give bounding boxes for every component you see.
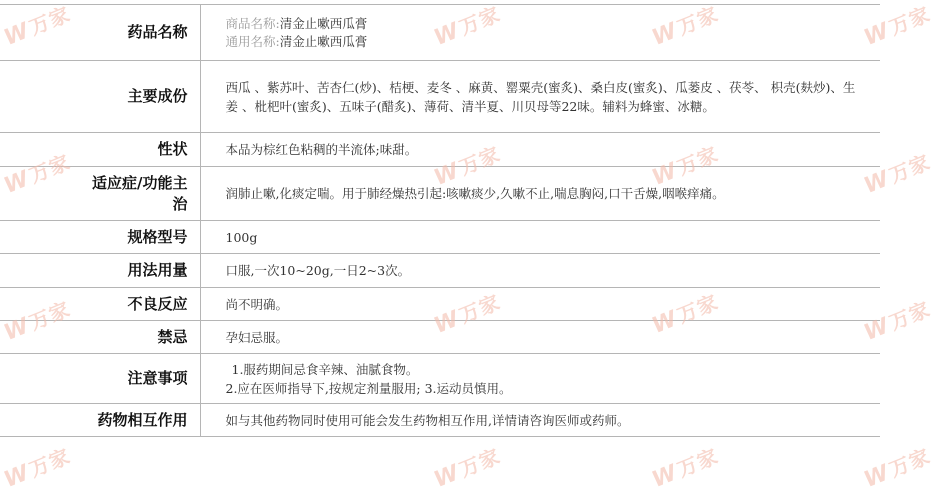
row-label: 药物相互作用 — [0, 404, 200, 437]
watermark: W万家 — [430, 141, 504, 191]
watermark: W万家 — [648, 443, 722, 493]
row-label-indications — [0, 167, 200, 221]
row-label: 不良反应 — [0, 288, 200, 321]
watermark: W万家 — [648, 1, 722, 51]
watermark: W万家 — [860, 1, 934, 51]
watermark: W万家 — [430, 289, 504, 339]
watermark: W万家 — [860, 149, 934, 199]
table-row — [0, 133, 880, 167]
contraindications-value: 孕妇忌服。 — [200, 321, 880, 354]
trade-name-line — [226, 15, 861, 33]
trade-name: 清金止嗽西瓜膏 — [279, 15, 368, 31]
table-row — [0, 5, 880, 61]
watermark: W万家 — [860, 296, 934, 346]
table-row — [0, 404, 880, 437]
trade-name-prefix: 商品名称: — [225, 15, 280, 31]
precautions-cell — [200, 354, 880, 404]
generic-name-line — [226, 33, 861, 51]
row-label: 注意事项 — [0, 354, 200, 404]
drug-name-cell — [200, 5, 880, 61]
table-row — [0, 354, 880, 404]
label-line: 适应症/功能主 — [92, 173, 188, 192]
row-label: 主要成份 — [0, 61, 200, 133]
watermark: W万家 — [648, 141, 722, 191]
watermark: W万家 — [0, 443, 74, 493]
table-row — [0, 288, 880, 321]
table-row — [0, 61, 880, 133]
precaution-line: 2.应在医师指导下,按规定剂量服用; 3.运动员慎用。 — [225, 380, 512, 396]
watermark: W万家 — [0, 1, 74, 51]
precaution-line: 1.服药期间忌食辛辣、油腻食物。 — [231, 361, 419, 377]
appearance-value: 本品为棕红色粘稠的半流体;味甜。 — [200, 133, 880, 167]
table-row — [0, 167, 880, 221]
dosage-value: 口服,一次10~20g,一日2~3次。 — [200, 254, 880, 288]
drug-spec-table — [0, 4, 880, 437]
interactions-value: 如与其他药物同时使用可能会发生药物相互作用,详情请咨询医师或药师。 — [200, 404, 880, 437]
row-label: 性状 — [0, 133, 200, 167]
watermark: W万家 — [860, 443, 934, 493]
watermark: W万家 — [648, 289, 722, 339]
generic-name: 清金止嗽西瓜膏 — [279, 33, 368, 49]
row-label: 禁忌 — [0, 321, 200, 354]
indications-value: 润肺止嗽,化痰定喘。用于肺经燥热引起:咳嗽痰少,久嗽不止,喘息胸闷,口干舌燥,咽喉痒痛。 — [200, 167, 880, 221]
generic-name-prefix: 通用名称: — [225, 33, 280, 49]
watermark: W万家 — [430, 1, 504, 51]
watermark: W万家 — [0, 149, 74, 199]
ingredients-value: 西瓜 、紫苏叶、苦杏仁(炒)、桔梗、麦冬 、麻黄、罂粟壳(蜜炙)、桑白皮(蜜炙)、瓜蒌皮 、茯苓、 枳壳(麸炒)、生姜 、枇杷叶(蜜炙)、五味子(醋炙)、薄荷、清半夏、川贝母等22味。辅料为蜂蜜、冰糖。 — [200, 61, 880, 133]
spec-value: 100g — [200, 221, 880, 254]
table-row — [0, 321, 880, 354]
table-row — [0, 254, 880, 288]
table-row — [0, 221, 880, 254]
watermark: W万家 — [430, 443, 504, 493]
row-label: 用法用量 — [0, 254, 200, 288]
adverse-reactions-value: 尚不明确。 — [200, 288, 880, 321]
row-label: 药品名称 — [0, 5, 200, 61]
watermark: W万家 — [0, 296, 74, 346]
label-line: 治 — [172, 194, 188, 213]
row-label: 规格型号 — [0, 221, 200, 254]
